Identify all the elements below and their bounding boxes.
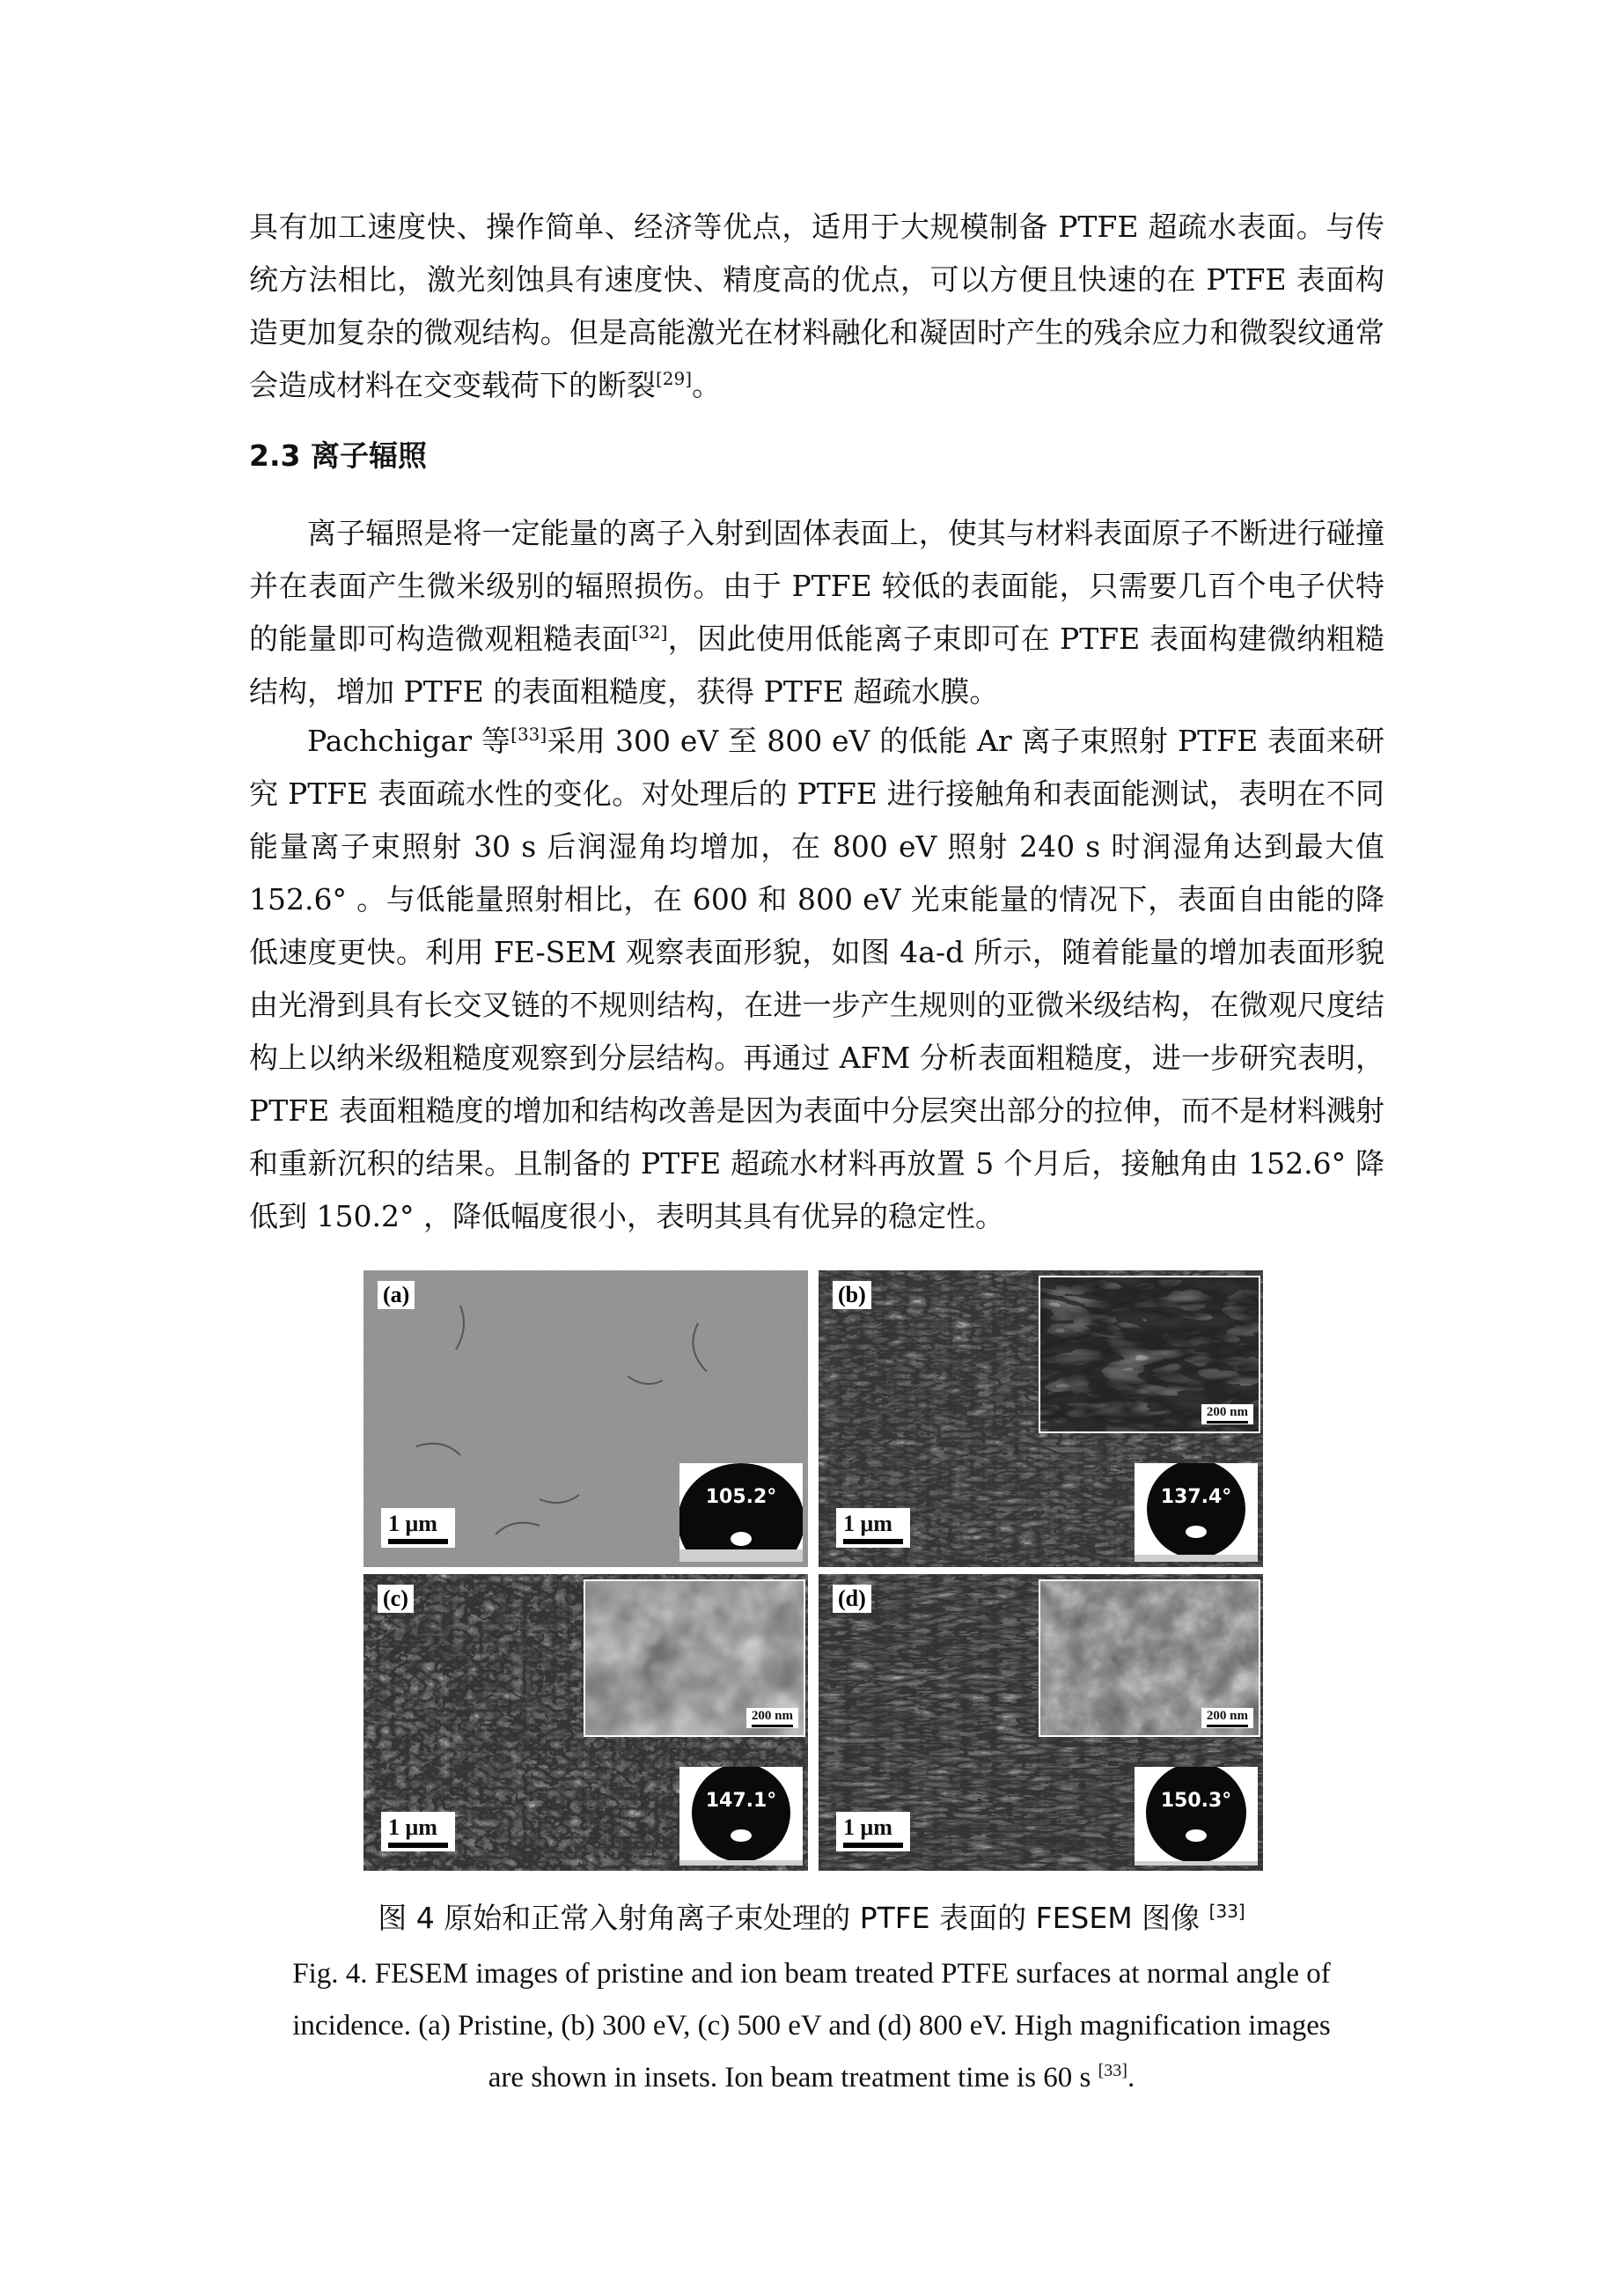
water-droplet-icon [679,1463,803,1562]
scale-bar-label: 1 μm [843,1814,892,1840]
contact-angle-inset [679,1767,803,1866]
citation-29[interactable]: [29] [656,368,693,389]
pachchigar-paragraph [249,715,1384,1243]
high-magnification-inset [1039,1579,1260,1737]
scale-bar-line [843,1539,903,1544]
water-droplet-icon [1135,1463,1258,1562]
inset-scale-line [1207,1725,1248,1727]
figure-caption-chinese [0,1895,1623,1937]
inset-scale-line [752,1725,793,1727]
contact-angle-value: 137.4° [1160,1486,1232,1508]
citation-32[interactable]: [32] [631,622,668,643]
sem-panel-a [364,1270,808,1567]
figure-4 [364,1270,1265,1880]
sem-panel-d [819,1574,1263,1871]
panel-label: (d) [833,1585,871,1613]
contact-angle-value: 147.1° [705,1790,777,1812]
scale-bar [381,1508,455,1548]
inset-scale-line [1207,1421,1248,1424]
scale-bar-line [843,1843,903,1848]
panel-label: (b) [833,1281,871,1309]
scale-bar-label: 1 μm [843,1511,892,1536]
intro-text: 具有加工速度快、操作简单、经济等优点，适用于大规模制备 PTFE 超疏水表面。与传统方法相比，激光刻蚀具有速度快、精度高的优点，可以方便且快速的在 PTFE 表面构造更加复杂的微观结构。但是高能激光在材料融化和凝固时产生的残余应力和微裂纹通常会造成材料在交变载荷下的断裂 [249,210,1384,402]
scale-bar-label: 1 μm [388,1511,437,1536]
scale-bar-line [388,1539,448,1544]
intro-paragraph [249,201,1384,412]
water-droplet-icon [679,1767,803,1866]
contact-angle-inset [1135,1767,1258,1866]
contact-angle-inset [1135,1463,1258,1562]
para3-text-a: Pachchigar 等 [307,724,511,758]
contact-angle-value: 150.3° [1160,1790,1232,1812]
scale-bar-line [388,1843,448,1848]
citation-33[interactable]: [33] [510,724,547,745]
high-magnification-inset [1039,1276,1260,1433]
scale-bar [836,1812,910,1851]
sem-panel-c [364,1574,808,1871]
inset-scale-label: 200 nm [1206,1709,1248,1723]
caption-en-tail: . [1127,2062,1135,2094]
scale-bar-label: 1 μm [388,1814,437,1840]
ion-irradiation-paragraph [249,507,1384,718]
caption-cn-text: 图 4 原始和正常入射角离子束处理的 PTFE 表面的 FESEM 图像 [378,1901,1209,1935]
caption-cn-citation[interactable]: [33] [1208,1901,1245,1922]
intro-tail: 。 [692,368,722,402]
sem-panel-b [819,1270,1263,1567]
contact-angle-value: 105.2° [705,1486,777,1508]
water-droplet-icon [1135,1767,1258,1866]
section-heading: 2.3 离子辐照 [249,438,427,473]
caption-en-citation[interactable]: [33] [1098,2061,1127,2080]
inset-scale-label: 200 nm [1206,1405,1248,1419]
para2-text-b: ，因此使用低能离子束即可在 PTFE 表面构建微纳粗糙结构，增加 PTFE 的表面粗糙度，获得 PTFE 超疏水膜。 [249,622,1384,709]
inset-scale-label: 200 nm [751,1709,793,1723]
high-magnification-inset [584,1579,805,1737]
para3-text-b: 采用 300 eV 至 800 eV 的低能 Ar 离子束照射 PTFE 表面来研究 PTFE 表面疏水性的变化。对处理后的 PTFE 进行接触角和表面能测试，表明在不同能量离子束照射 30 s 后润湿角均增加，在 800 eV 照射 240 s 时润湿角达到最大值 152.6° 。与低能量照射相比，在 600 和 800 eV 光束能量的情况下，表面自由能的降低速度更快。利用 FE-SEM 观察表面形貌，如图 4a-d 所示，随着能量的增加表面形貌由光滑到具有长交叉链的不规则结构，在进一步产生规则的亚微米级结构，在微观尺度结构上以纳米级粗糙度观察到分层结构。再通过 AFM 分析表面粗糙度，进一步研究表明，PTFE 表面粗糙度的增加和结构改善是因为表面中分层突出部分的拉伸，而不是材料溅射和重新沉积的结果。且制备的 PTFE 超疏水材料再放置 5 个月后，接触角由 152.6° 降低到 150.2° ，降低幅度很小，表明其具有优异的稳定性。 [249,724,1384,1233]
inset-scale-bar [1201,1404,1253,1424]
para2-text-a: 离子辐照是将一定能量的离子入射到固体表面上，使其与材料表面原子不断进行碰撞并在表面产生微米级别的辐照损伤。由于 PTFE 较低的表面能，只需要几百个电子伏特的能量即可构造微观粗糙表面 [249,516,1384,656]
inset-scale-bar [1201,1708,1253,1728]
caption-en-text: Fig. 4. FESEM images of pristine and ion beam treated PTFE surfaces at normal angle of incidence. (a) Pristine, (b) 300 eV, (c) 500 eV and (d) 800 eV. High magnification images are shown in insets. Ion beam treatment time is 60 s [292,1958,1331,2094]
scale-bar [836,1508,910,1548]
contact-angle-inset [679,1463,803,1562]
panel-label: (c) [378,1585,414,1613]
scale-bar [381,1812,455,1851]
inset-scale-bar [746,1708,798,1728]
panel-label: (a) [378,1281,415,1309]
figure-caption-english [273,1948,1350,2104]
